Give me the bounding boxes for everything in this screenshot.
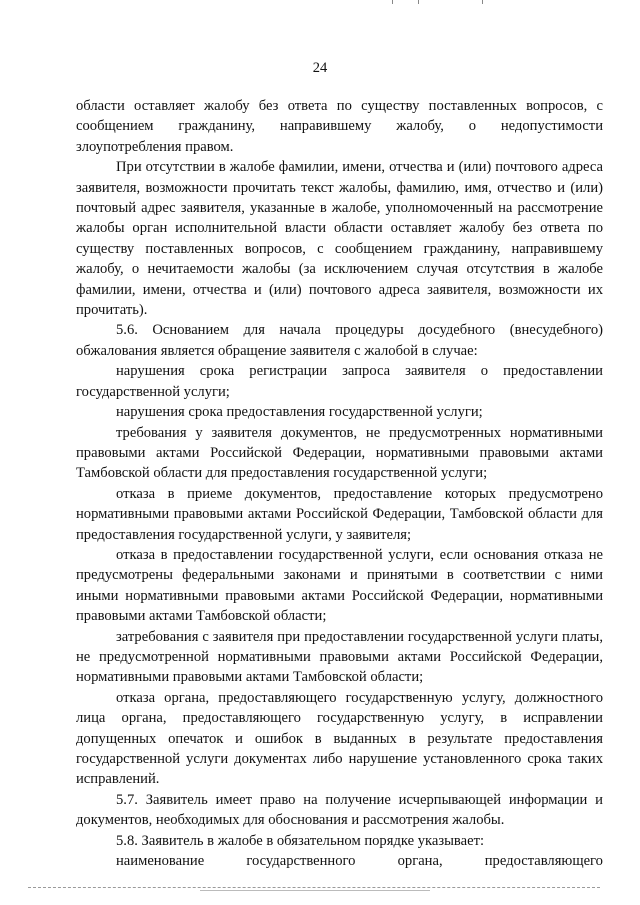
continued-line (76, 851, 603, 871)
list-item-service-refusal: отказа в предоставлении государственной услуги, если основания отказа не предусмотрены федеральными законами и принятыми в соответствии с ними иными нормативными правовыми актами Российской Федерации, нормативными правовыми актами Тамбовской области; (76, 546, 603, 625)
list-item-registration-delay: нарушения срока регистрации запроса заявителя о предоставлении государственной услуги; (76, 363, 603, 400)
list-item-document-demand: требования у заявителя документов, не предусмотренных нормативными правовыми актами Российской Федерации, нормативными правовыми актами Тамбовской области для предоставления государственной услуги; (76, 424, 603, 482)
continued-word-4: предоставляющего (484, 853, 603, 870)
list-item-correction-refusal: отказа органа, предоставляющего государственную услугу, должностного лица органа, предоставляющего государственную услугу, в исправлении допущенных опечаток и ошибок в выданных в результате предоставления государственной услуги документах либо нарушение установленного срока таких исправлений. (76, 689, 603, 788)
continued-word-3: органа, (397, 853, 443, 870)
list-item-service-delay: нарушения срока предоставления государственной услуги; (116, 404, 483, 421)
scan-top-marks (0, 0, 640, 6)
continued-word-2: государственного (246, 853, 356, 870)
paragraph-1: области оставляет жалобу без ответа по существу поставленных вопросов, с сообщением гражданину, направившему жалобу, о недопустимости злоупотребления правом. (76, 98, 603, 155)
page-number: 24 (312, 60, 328, 76)
list-item-document-refusal: отказа в приеме документов, предоставление которых предусмотрено нормативными правовыми актами Российской Федерации, Тамбовской области для предоставления государственной услуги, у заявителя; (76, 485, 603, 543)
scan-bottom-rule (28, 887, 600, 888)
paragraph-2: При отсутствии в жалобе фамилии, имени, отчества и (или) почтового адреса заявителя, возможности прочитать текст жалобы, фамилию, имя, отчество и (или) почтовый адрес заявителя, указанные в жалобе, уполномоченный на рассмотрение жалобы орган исполнительной власти области оставляет жалобу без ответа по существу поставленных вопросов, с сообщением гражданину, направившему жалобу, о нечитаемости жалобы (за исключением случая отсутствия в жалобе фамилии, имени, отчества и (или) почтового адреса заявителя, возможности их прочитать). (76, 159, 603, 319)
document-body (76, 96, 603, 871)
continued-word-1: наименование (116, 853, 205, 870)
paragraph-5-7: 5.7. Заявитель имеет право на получение исчерпывающей информации и документов, необходимых для обоснования и рассмотрения жалобы. (76, 791, 603, 829)
list-item-fee-demand: затребования с заявителя при предоставлении государственной услуги платы, не предусмотренной нормативными правовыми актами Российской Федерации, нормативными правовыми актами Тамбовской области; (76, 628, 603, 686)
paragraph-5-8: 5.8. Заявитель в жалобе в обязательном порядке указывает: (116, 832, 485, 849)
paragraph-5-6: 5.6. Основанием для начала процедуры досудебного (внесудебного) обжалования является обращение заявителя с жалобой в случае: (76, 322, 603, 359)
scan-bottom-rule-inner (200, 890, 430, 891)
